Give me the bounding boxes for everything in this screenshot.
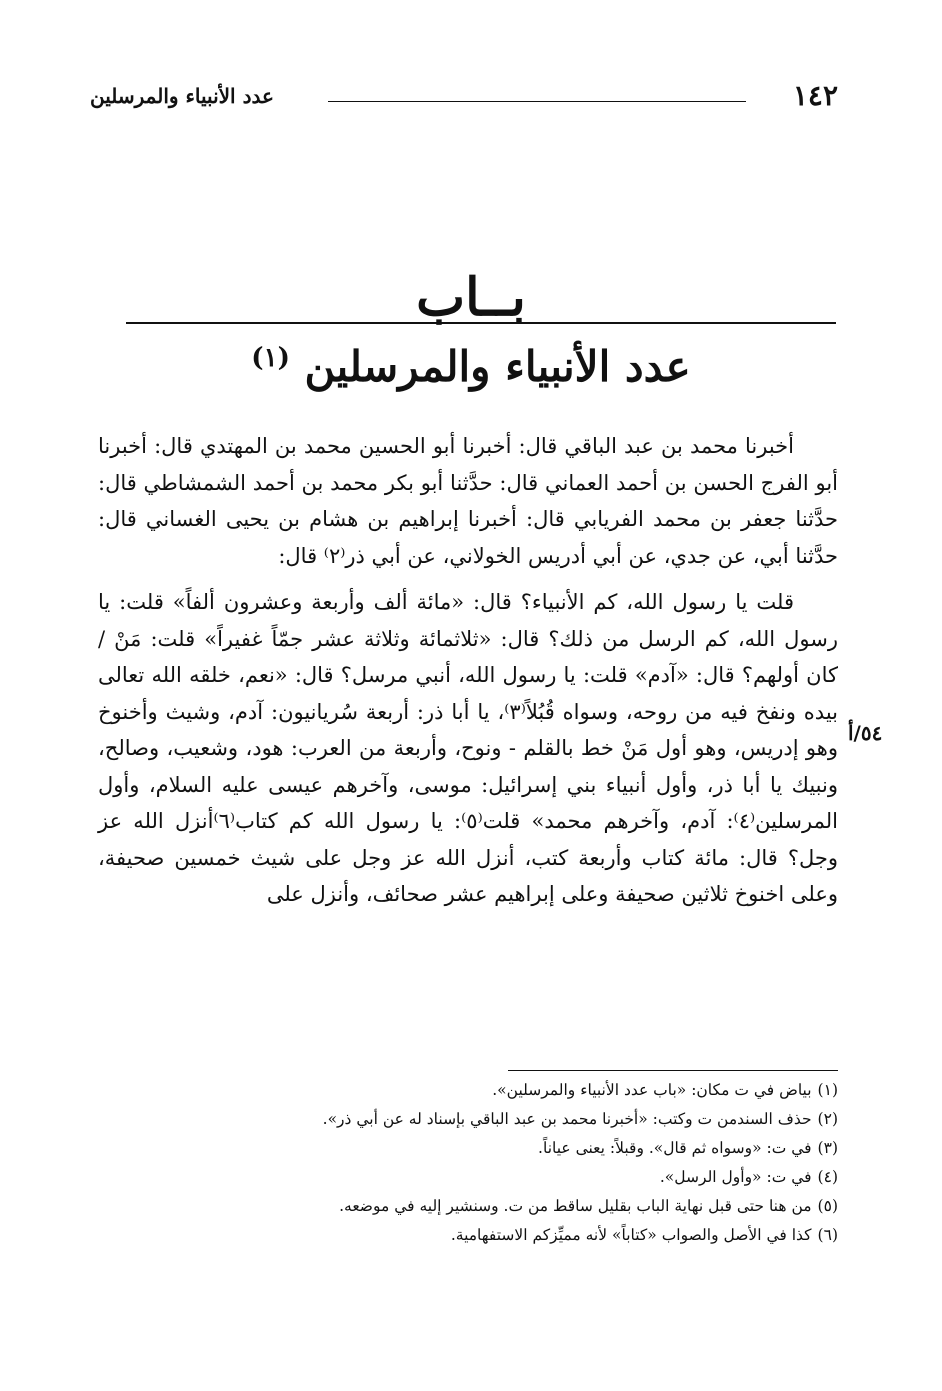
- body-text: [98, 428, 838, 923]
- footnote-number: (١): [817, 1081, 838, 1099]
- chapter-title: [0, 330, 942, 395]
- footnote-number: (٤): [817, 1168, 838, 1186]
- footnote: [98, 1163, 838, 1192]
- page-number: ١٤٢: [792, 79, 838, 112]
- footnote-text: كذا في الأصل والصواب «كتاباً» لأنه مميِّزكم الاستفهامية.: [450, 1226, 812, 1244]
- running-title: عدد الأنبياء والمرسلين: [90, 84, 274, 108]
- footnote: [98, 1134, 838, 1163]
- footnote-text: بياض في ت مكان: «باب عدد الأنبياء والمرسلين».: [492, 1081, 812, 1099]
- footnote: [98, 1221, 838, 1250]
- footnote-text: في ت: «وسواه ثم قال». وقبلاً: يعنى عياناً.: [538, 1139, 812, 1157]
- paragraph-hadith: قلت يا رسول الله، كم الأنبياء؟ قال: «مائة ألف وأربعة وعشرون ألفاً» قلت: يا رسول الله، كم الرسل من ذلك؟ قال: «ثلاثمائة وثلاثة عشر جمّاً غفيراً» قلت: مَنْ / كان أولهم؟ قال: «آدم» قلت: يا رسول الله، أنبي مرسل؟ قال: «نعم، خلقه الله تعالى بيده ونفخ فيه من روحه، وسواه قُبُلاً⁽٣⁾، يا أبا ذر: أربعة سُريانيون: آدم، وشيث وأخنوخ وهو إدريس، وهو أول مَنْ خط بالقلم - ونوح، وأربعة من العرب: هود، وشعيب، وصالح، ونبيك يا أبا ذر، وأول أنبياء بني إسرائيل: موسى، وآخرهم عيسى عليه السلام، وأول المرسلين⁽٤⁾: آدم، وآخرهم محمد» قلت⁽٥⁾: يا رسول الله كم كتاب⁽٦⁾أنزل الله عز وجل؟ قال: مائة كتاب وأربعة كتب، أنزل الله عز وجل على شيث خمسين صحيفة، وعلى اخنوخ ثلاثين صحيفة وعلى إبراهيم عشر صحائف، وأنزل على: [98, 590, 839, 906]
- paragraph-isnad: أخبرنا محمد بن عبد الباقي قال: أخبرنا أبو الحسين محمد بن المهتدي قال: أخبرنا أبو الفرج الحسن بن أحمد العماني قال: حدَّثنا أبو بكر محمد بن أحمد الشمشاطي قال: حدَّثنا جعفر بن محمد الفريابي قال: أخبرنا إبراهيم بن هشام بن يحيى الغساني قال: حدَّثنا أبي، عن جدي، عن أبي أدريس الخولاني، عن أبي ذر⁽٢⁾ قال:: [98, 434, 838, 568]
- chapter-title-text: عدد الأنبياء والمرسلين: [304, 342, 691, 391]
- footnote-text: حذف السندمن ت وكتب: «أخبرنا محمد بن عبد الباقي بإسناد له عن أبي ذر».: [322, 1110, 812, 1128]
- footnotes: [98, 1076, 838, 1250]
- footnote-number: (٦): [817, 1226, 838, 1244]
- footnote: [98, 1105, 838, 1134]
- footnote-text: من هنا حتى قبل نهاية الباب بقليل ساقط من ت. وسنشير إليه في موضعه.: [339, 1197, 812, 1215]
- footnote-number: (٥): [817, 1197, 838, 1215]
- manuscript-folio-note: ٥٤/أ: [848, 721, 883, 745]
- chapter-word: بــاب: [416, 267, 526, 328]
- footnote-text: في ت: «وأول الرسل».: [659, 1168, 812, 1186]
- running-header: [90, 78, 838, 118]
- footnote-number: (٢): [817, 1110, 838, 1128]
- chapter-title-footnote-ref: (١): [251, 343, 290, 373]
- chapter-rule: [126, 322, 836, 324]
- footnote-rule: [508, 1070, 838, 1071]
- header-rule: [328, 101, 746, 102]
- footnote-number: (٣): [817, 1139, 838, 1157]
- footnote: [98, 1192, 838, 1221]
- footnote: [98, 1076, 838, 1105]
